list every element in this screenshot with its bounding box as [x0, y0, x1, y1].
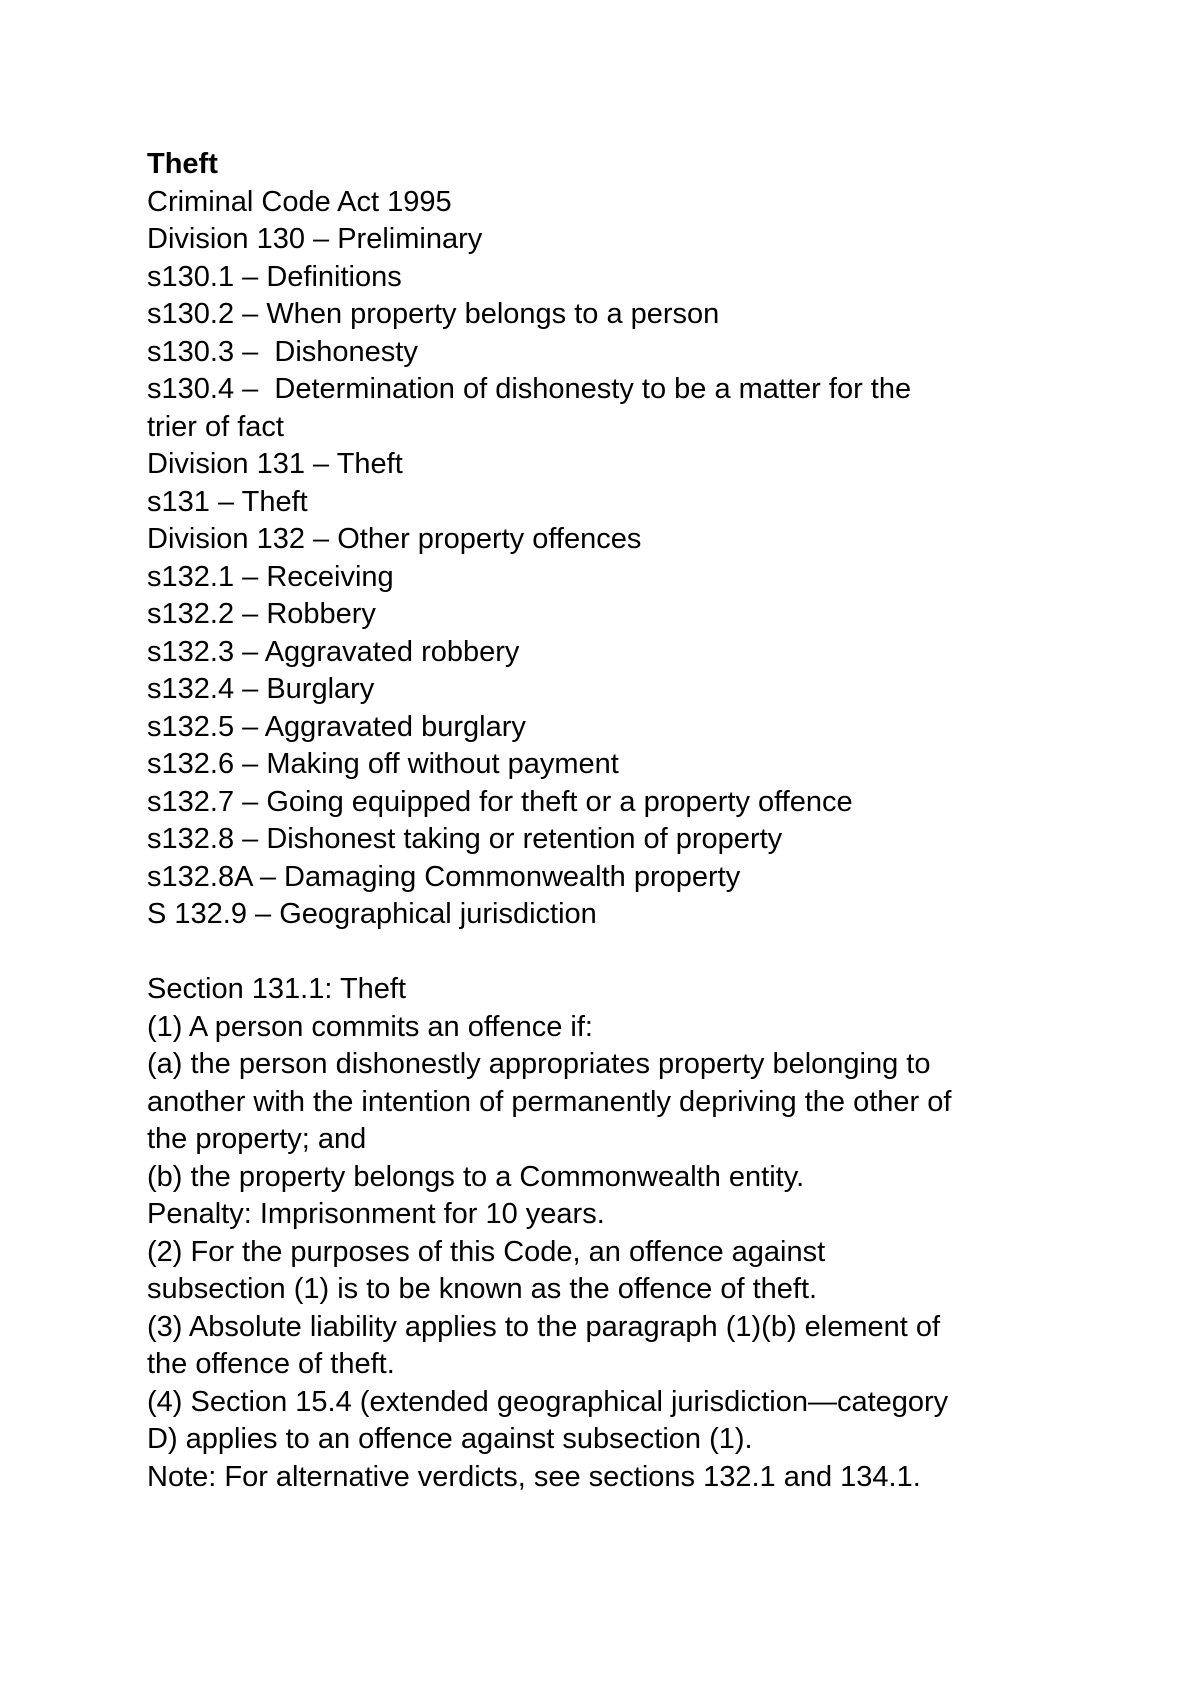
- toc-line: s132.5 – Aggravated burglary: [147, 710, 526, 743]
- note-line: Note: For alternative verdicts, see sections 132.1 and 134.1.: [147, 1460, 921, 1493]
- document-title: Theft: [147, 148, 218, 180]
- toc-line: s130.4 – Determination of dishonesty to be a matter for the: [147, 373, 912, 405]
- document-content: [147, 146, 1067, 1496]
- section-line: D) applies to an offence against subsection (1).: [147, 1423, 753, 1455]
- section-line: subsection (1) is to be known as the offence of theft.: [147, 1273, 818, 1305]
- toc-line: s130.3 – Dishonesty: [147, 335, 418, 368]
- toc-line: trier of fact: [147, 410, 284, 443]
- toc-line: s131 – Theft: [147, 485, 308, 518]
- toc-line: Division 130 – Preliminary: [147, 223, 483, 255]
- table-of-contents: [147, 184, 1067, 934]
- toc-line: s132.4 – Burglary: [147, 673, 375, 705]
- toc-line: s132.7 – Going equipped for theft or a property offence: [147, 785, 853, 818]
- toc-line: s132.3 – Aggravated robbery: [147, 635, 520, 668]
- toc-line: s132.8 – Dishonest taking or retention of property: [147, 823, 783, 855]
- toc-line: s132.8A – Damaging Commonwealth property: [147, 860, 741, 893]
- section-line: (a) the person dishonestly appropriates property belonging to: [147, 1048, 931, 1080]
- penalty-line: Penalty: Imprisonment for 10 years.: [147, 1198, 605, 1230]
- section-line: another with the intention of permanently depriving the other of: [147, 1085, 952, 1118]
- toc-line: Criminal Code Act 1995: [147, 185, 452, 218]
- section-text: [147, 971, 1067, 1496]
- toc-line: s132.1 – Receiving: [147, 560, 394, 593]
- toc-line: Division 132 – Other property offences: [147, 523, 642, 555]
- section-line: (b) the property belongs to a Commonwealth entity.: [147, 1160, 805, 1193]
- section-line: the offence of theft.: [147, 1348, 395, 1380]
- section-heading: Section 131.1: Theft: [147, 973, 407, 1005]
- section-line: (1) A person commits an offence if:: [147, 1010, 593, 1043]
- section-line: (4) Section 15.4 (extended geographical jurisdiction—category: [147, 1385, 949, 1418]
- toc-line: s130.2 – When property belongs to a person: [147, 298, 720, 330]
- toc-line: s132.2 – Robbery: [147, 598, 376, 630]
- toc-line: Division 131 – Theft: [147, 448, 403, 480]
- toc-line: s130.1 – Definitions: [147, 260, 402, 293]
- blank-line: [147, 934, 1067, 972]
- section-line: (3) Absolute liability applies to the paragraph (1)(b) element of: [147, 1310, 941, 1343]
- toc-line: S 132.9 – Geographical jurisdiction: [147, 898, 597, 930]
- toc-line: s132.6 – Making off without payment: [147, 748, 619, 780]
- section-line: the property; and: [147, 1123, 367, 1155]
- section-line: (2) For the purposes of this Code, an offence against: [147, 1235, 826, 1268]
